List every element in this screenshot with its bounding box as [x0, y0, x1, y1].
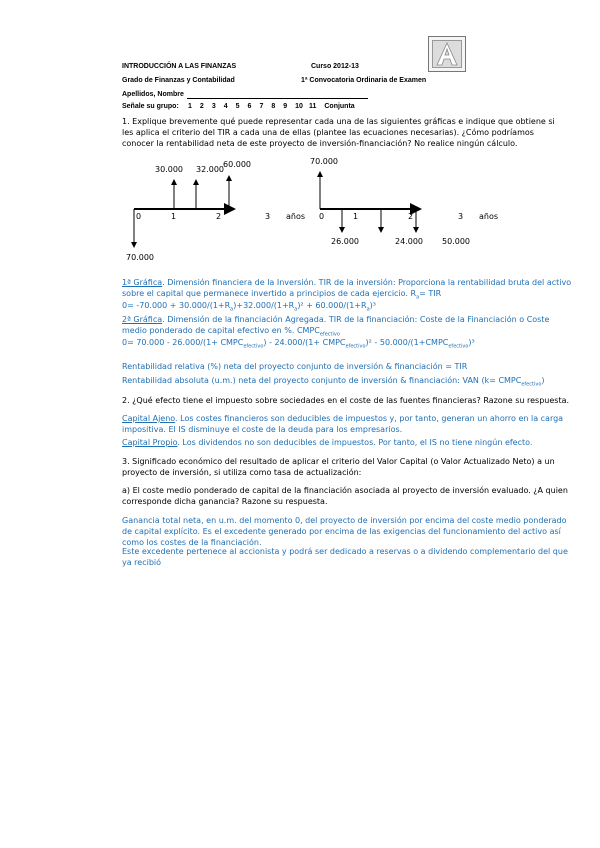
group-1[interactable]: 1 — [188, 103, 192, 110]
d1-period-2: 2 — [216, 212, 222, 221]
name-field-line[interactable] — [187, 98, 368, 99]
answer-q3-gain: Ganancia total neta, en u.m. del momento 0, del proyecto de inversión por encima del coste medio ponderado de capital explícito. Es el excedente generado por encima de las exigencias del funcionamiento del activo así como los costes de la financiación. — [122, 516, 567, 547]
answer-graph-2-title: 2ª Gráfica — [122, 315, 163, 324]
group-8[interactable]: 8 — [271, 103, 276, 110]
group-6[interactable]: 6 — [247, 103, 252, 110]
exam-session: 1ª Convocatoria Ordinaria de Examen — [301, 77, 427, 84]
d1-outflow: 70.000 — [126, 253, 154, 262]
exam-logo — [428, 36, 466, 72]
group-label: Señale su grupo: — [122, 103, 179, 110]
d1-period-0: 0 — [136, 212, 142, 221]
degree-name: Grado de Finanzas y Contabilidad — [122, 77, 235, 84]
d2-outflow-2: 24.000 — [395, 237, 423, 246]
answer-q2-equity: Capital Propio. Los dividendos no son deducibles de impuestos. Por tanto, el IS no tiene ningún efecto. — [122, 438, 533, 447]
group-10[interactable]: 10 — [295, 103, 303, 110]
question-1-text: 1. Explique brevemente qué puede representar cada una de las siguientes gráficas e indique que obtiene si les aplica el criterio del TIR a cada una de ellas (plantee las ecuaciones necesarias). ¿Cómo podríamos conocer la rentabilidad neta de este proyecto de inversión-financiación? No realice ningún cálculo. — [122, 117, 555, 148]
d2-period-3: 3 — [458, 212, 464, 221]
question-2-text: 2. ¿Qué efecto tiene el impuesto sobre sociedades en el coste de las fuentes financieras? Razone su respuesta. — [122, 396, 570, 405]
answer-q3-owner: Este excedente pertenece al accionista y podrá ser dedicado a reservas o a dividendo complementario del que ya recibió — [122, 547, 568, 567]
d1-period-1: 1 — [171, 212, 177, 221]
group-5[interactable]: 5 — [235, 103, 240, 110]
answer-graph-1-title: 1ª Gráfica — [122, 278, 163, 287]
answer-graph-2: 2ª Gráfica. Dimensión de la financiación Agregada. TIR de la financiación: Coste de la Financiación o Coste medio ponderado de capital efectivo en %. $CMPC_{efectivo}$ — [122, 315, 550, 338]
d1-inflow-1: 30.000 — [155, 165, 183, 174]
d1-unit: años — [286, 212, 306, 221]
question-3-text: 3. Significado económico del resultado de aplicar el criterio del Valor Capital (o Valor Actualizado Neto) a un proyecto de inversión, si utiliza como tasa de actualización: — [122, 457, 555, 477]
d2-outflow-1: 26.000 — [331, 237, 359, 246]
d2-unit: años — [479, 212, 499, 221]
d2-period-1: 1 — [353, 212, 359, 221]
net-relative-return: Rentabilidad relativa (%) neta del proyecto conjunto de inversión & financiación = TIR — [122, 362, 468, 371]
group-11[interactable]: 11 — [308, 103, 317, 110]
name-label: Apellidos, Nombre — [122, 91, 184, 98]
question-3a-text: a) El coste medio ponderado de capital de la financiación asociada al proyecto de inversión evaluado. ¿A quien corresponde dicha ganancia? Razone su respuesta. — [122, 486, 568, 506]
course-year: Curso 2012-13 — [311, 63, 359, 70]
course-title: INTRODUCCIÓN A LAS FINANZAS — [122, 63, 237, 70]
group-conjunta[interactable]: Conjunta — [324, 103, 355, 110]
d1-inflow-2: 32.000 — [196, 165, 224, 174]
net-absolute-return: Rentabilidad absoluta (u.m.) neta del proyecto conjunto de inversión & financiación: VAN $(k= CMPC_{efectivo})$ — [122, 376, 545, 388]
group-options[interactable] — [188, 103, 355, 110]
d2-period-0: 0 — [319, 212, 325, 221]
answer-q2-debt: Capital Ajeno. Los costes financieros son deducibles de impuestos y, por tanto, generan un ahorro en la carga impositiva. El IS disminuye el coste de la deuda para los empresarios. — [122, 414, 564, 434]
group-9[interactable]: 9 — [283, 103, 288, 110]
d2-inflow: 70.000 — [310, 157, 338, 166]
answer-graph-1: 1ª Gráfica. Dimensión financiera de la Inversión. TIR de la inversión: Proporciona la rentabilidad bruta del activo sobre el capital que permanece invertido a principios de cada ejercicio. $R_a=$ TIR — [122, 278, 572, 301]
group-4[interactable]: 4 — [223, 103, 228, 110]
d1-period-3: 3 — [265, 212, 271, 221]
group-7[interactable]: 7 — [259, 103, 264, 110]
d2-outflow-3: 50.000 — [442, 237, 470, 246]
equation-1: $0= -70.000 + 30.000/(1+R_a)+32.000/(1+R_a)^2 + 60.000/(1+R_a)^3$ — [122, 301, 376, 313]
d1-inflow-3: 60.000 — [223, 160, 251, 169]
group-3[interactable]: 3 — [211, 103, 216, 110]
d2-period-2: 2 — [408, 212, 414, 221]
group-2[interactable]: 2 — [199, 103, 204, 110]
equation-2: $0= 70.000 - 26.000/(1+ CMPC_{efectivo}) - 24.000/(1+$ $CMPC_{efectivo})^2$ - $50.000/(1+CMPC_{efectivo})^3$ — [122, 338, 475, 350]
